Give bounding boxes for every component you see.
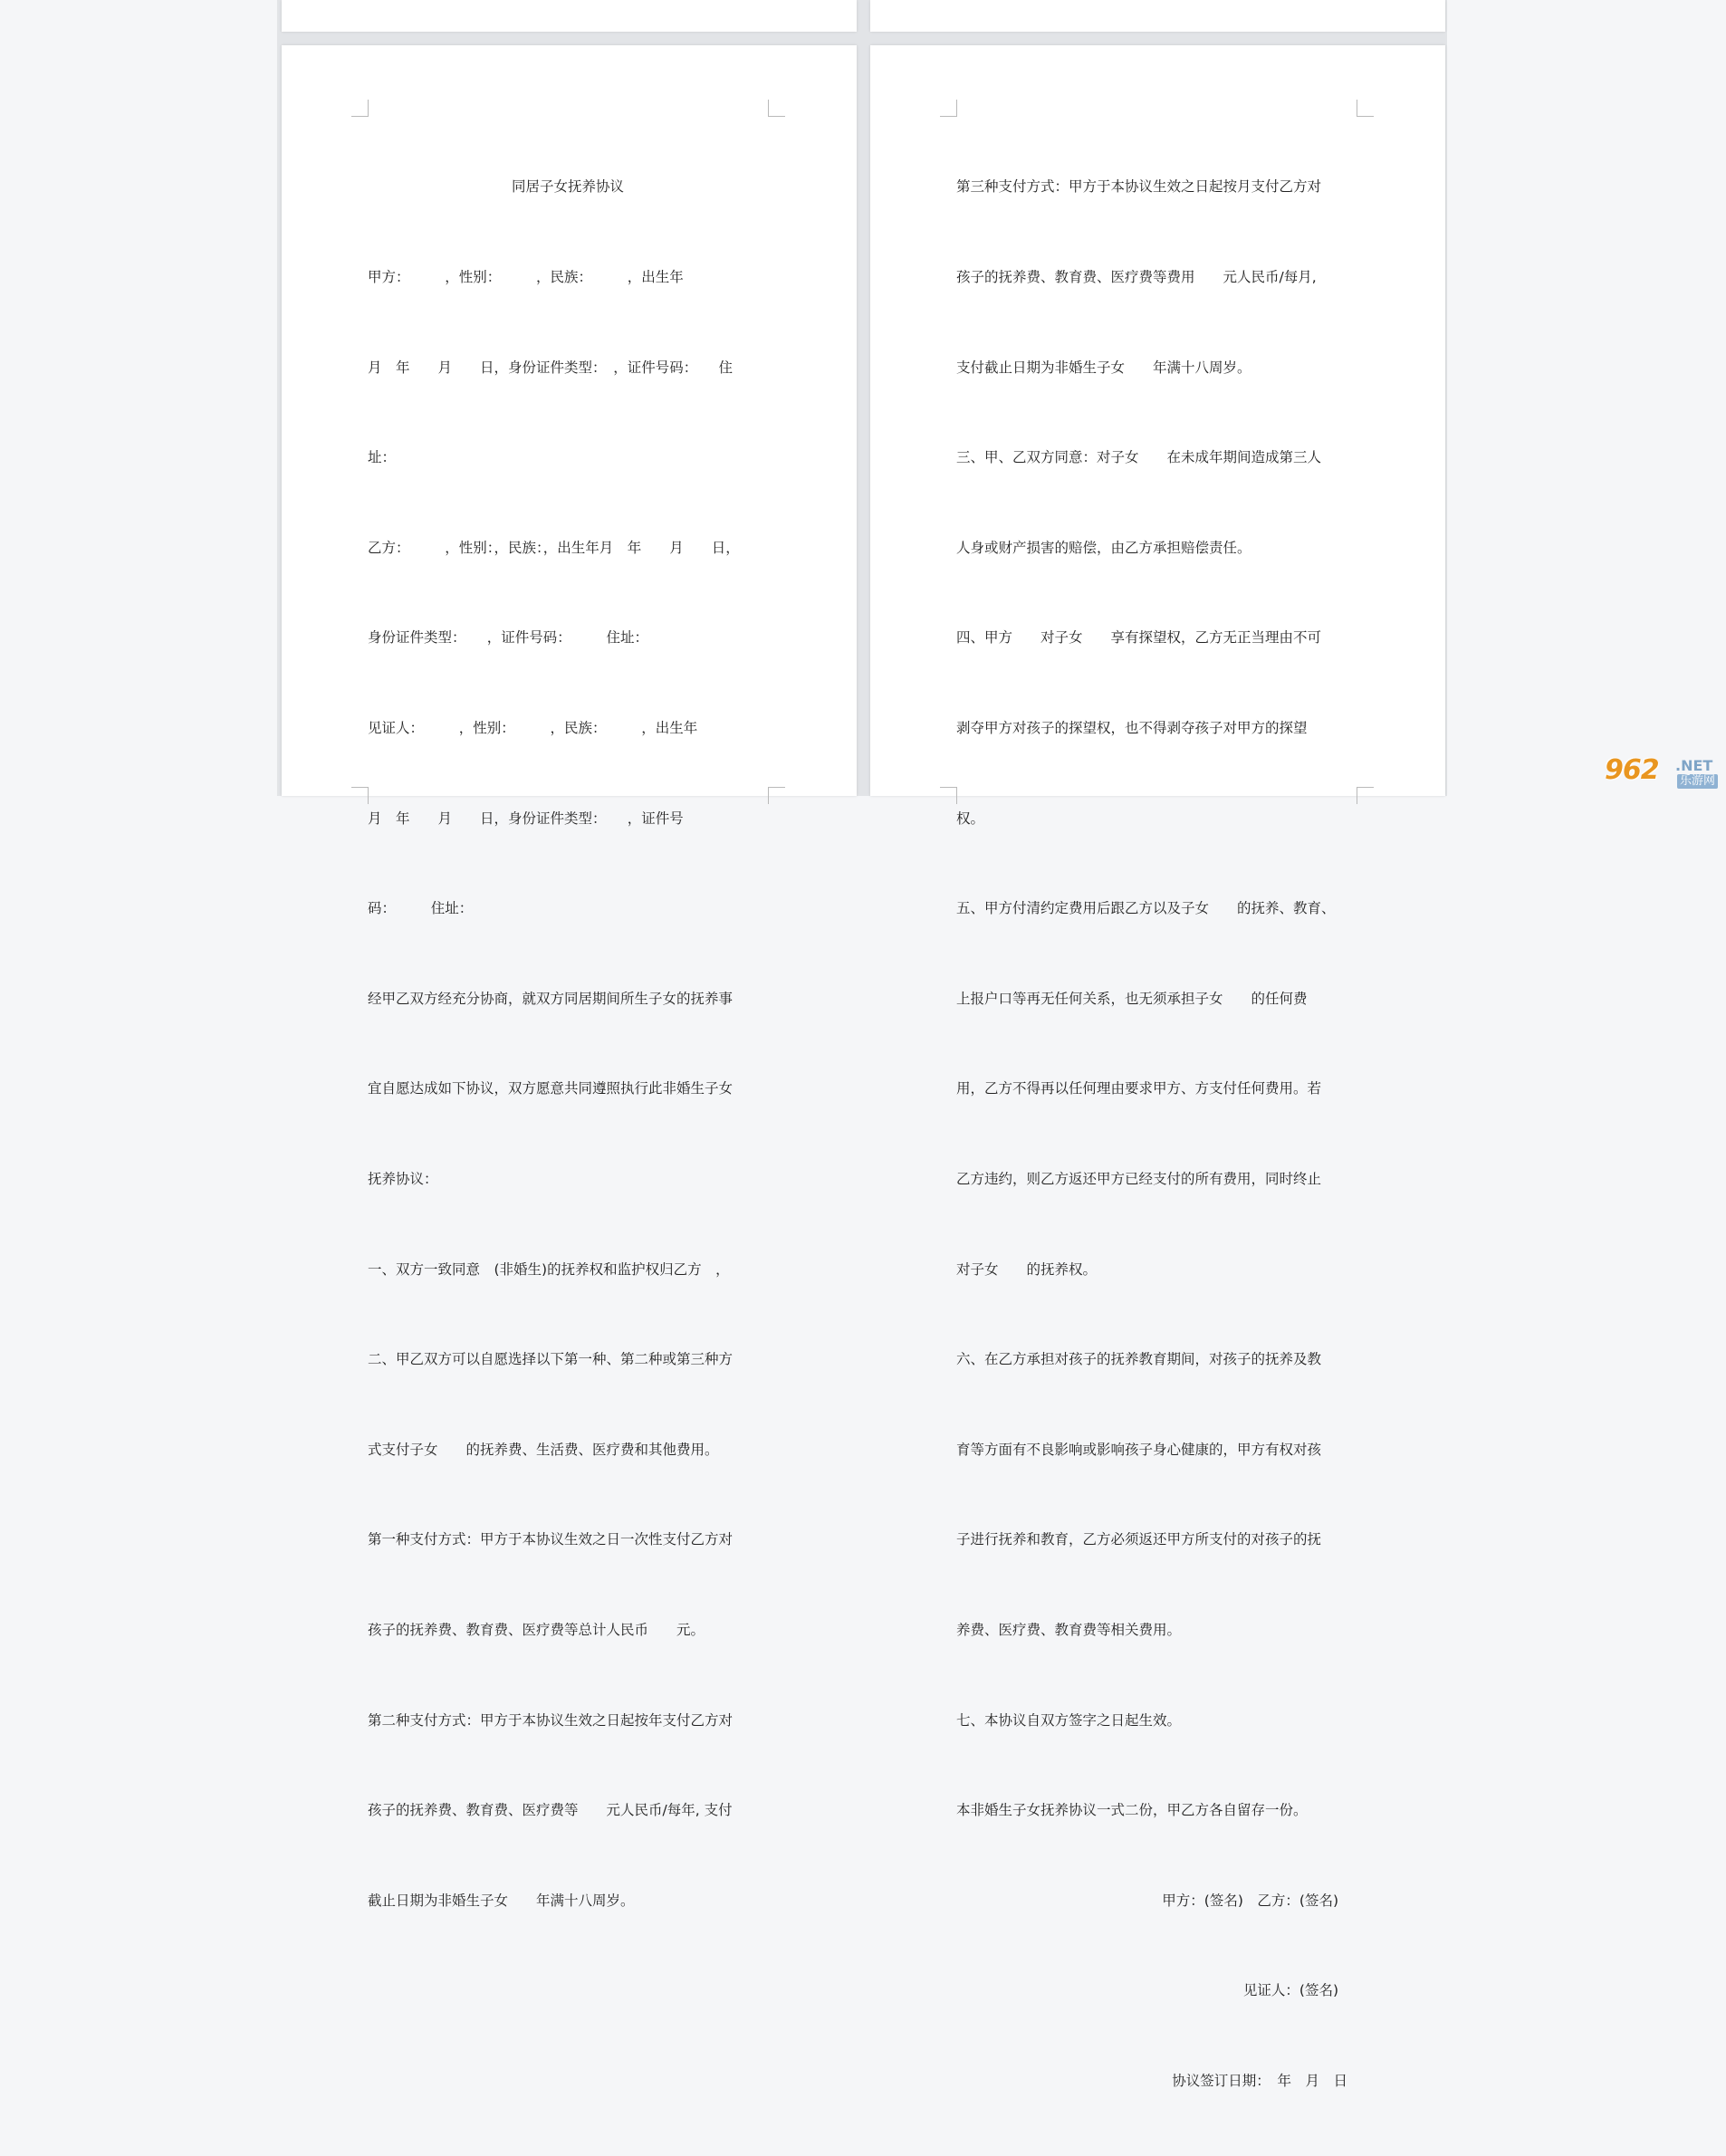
text-line: 二、甲乙双方可以自愿选择以下第一种、第二种或第三种方 (368, 1351, 734, 1368)
signature-parties: 甲方：(签名) 乙方：(签名) (1162, 1892, 1338, 1909)
watermark-subtitle: 乐游网 (1677, 774, 1718, 789)
text-line: 权。 (956, 810, 985, 827)
text-line: 第二种支付方式：甲方于本协议生效之日起按年支付乙方对 (368, 1711, 734, 1729)
text-line: 育等方面有不良影响或影响孩子身心健康的，甲方有权对孩 (956, 1441, 1322, 1458)
text-line: 乙方： ，性别：，民族：，出生年月 年 月 日， (368, 539, 740, 556)
text-line: 孩子的抚养费、教育费、医疗费等费用 元人民币/每月, (956, 269, 1317, 285)
text-line: 支付截止日期为非婚生子女 年满十八周岁。 (956, 359, 1251, 376)
text-line: 乙方违约，则乙方返还甲方已经支付的所有费用，同时终止 (956, 1170, 1322, 1187)
text-line: 上报户口等再无任何关系，也无须承担子女 的任何费 (956, 990, 1308, 1007)
text-line: 养费、医疗费、教育费等相关费用。 (956, 1621, 1182, 1638)
text-line: 五、甲方付清约定费用后跟乙方以及子女 的抚养、教育、 (956, 900, 1336, 917)
margin-mark-top-left (940, 100, 957, 117)
text-line: 抚养协议： (368, 1170, 438, 1187)
margin-mark-bottom-left (940, 787, 957, 804)
margin-mark-top-right (1357, 100, 1374, 117)
text-line: 人身或财产损害的赔偿，由乙方承担赔偿责任。 (956, 539, 1251, 556)
page-left-text (368, 112, 768, 1976)
margin-mark-bottom-right (768, 787, 785, 804)
previous-page-left (282, 0, 857, 32)
document-page-right[interactable] (870, 45, 1445, 2089)
text-line: 月 年 月 日，身份证件类型： ，证件号码： 住 (368, 359, 734, 376)
text-line: 月 年 月 日，身份证件类型： ，证件号 (368, 810, 684, 827)
text-line: 三、甲、乙双方同意：对子女 在未成年期间造成第三人 (956, 449, 1322, 466)
text-line: 见证人： ，性别： ，民族： ，出生年 (368, 719, 698, 736)
margin-mark-top-right (768, 100, 785, 117)
text-line: 本非婚生子女抚养协议一式二份，甲乙方各自留存一份。 (956, 1802, 1308, 1819)
text-line: 码： 住址： (368, 900, 474, 917)
page-right-text (956, 112, 1357, 2156)
margin-mark-bottom-left (351, 787, 369, 804)
text-line: 经甲乙双方经充分协商，就双方同居期间所生子女的抚养事 (368, 990, 734, 1007)
text-line: 四、甲方 对子女 享有探望权，乙方无正当理由不可 (956, 629, 1322, 647)
text-line: 六、在乙方承担对孩子的抚养教育期间，对孩子的抚养及教 (956, 1351, 1322, 1368)
text-line: 宜自愿达成如下协议，双方愿意共同遵照执行此非婚生子女 (368, 1080, 734, 1097)
document-title: 同居子女抚养协议 (511, 178, 624, 196)
margin-mark-bottom-right (1357, 787, 1374, 804)
signature-witness: 见证人：(签名) (1242, 1982, 1338, 1999)
margin-mark-top-left (351, 100, 369, 117)
text-line: 用，乙方不得再以任何理由要求甲方、方支付任何费用。若 (956, 1080, 1322, 1097)
text-line: 甲方： ，性别： ，民族： ，出生年 (368, 269, 684, 285)
text-line: 址： (368, 449, 397, 466)
text-line: 一、双方一致同意 (非婚生)的抚养权和监护权归乙方 ， (368, 1260, 730, 1278)
text-line: 式支付子女 的抚养费、生活费、医疗费和其他费用。 (368, 1441, 719, 1458)
text-line: 子进行抚养和教育，乙方必须返还甲方所支付的对孩子的抚 (956, 1531, 1322, 1548)
site-watermark-logo (1605, 756, 1721, 792)
text-line: 第一种支付方式：甲方于本协议生效之日一次性支付乙方对 (368, 1531, 734, 1548)
text-line: 孩子的抚养费、教育费、医疗费等 元人民币/每年, 支付 (368, 1802, 733, 1819)
text-line: 第三种支付方式：甲方于本协议生效之日起按月支付乙方对 (956, 178, 1322, 196)
watermark-domain: .NET (1675, 757, 1713, 774)
text-line: 孩子的抚养费、教育费、医疗费等总计人民币 元。 (368, 1621, 705, 1638)
signing-date: 协议签订日期： 年 月 日 (1172, 2072, 1347, 2089)
text-line: 对子女 的抚养权。 (956, 1260, 1098, 1278)
previous-page-right (870, 0, 1445, 32)
document-page-left[interactable] (282, 45, 857, 1909)
watermark-number: 962 (1605, 754, 1659, 786)
text-line: 剥夺甲方对孩子的探望权，也不得剥夺孩子对甲方的探望 (956, 719, 1308, 736)
text-line: 截止日期为非婚生子女 年满十八周岁。 (368, 1892, 635, 1909)
text-line: 七、本协议自双方签字之日起生效。 (956, 1711, 1182, 1729)
text-line: 身份证件类型： ，证件号码： 住址： (368, 629, 649, 647)
